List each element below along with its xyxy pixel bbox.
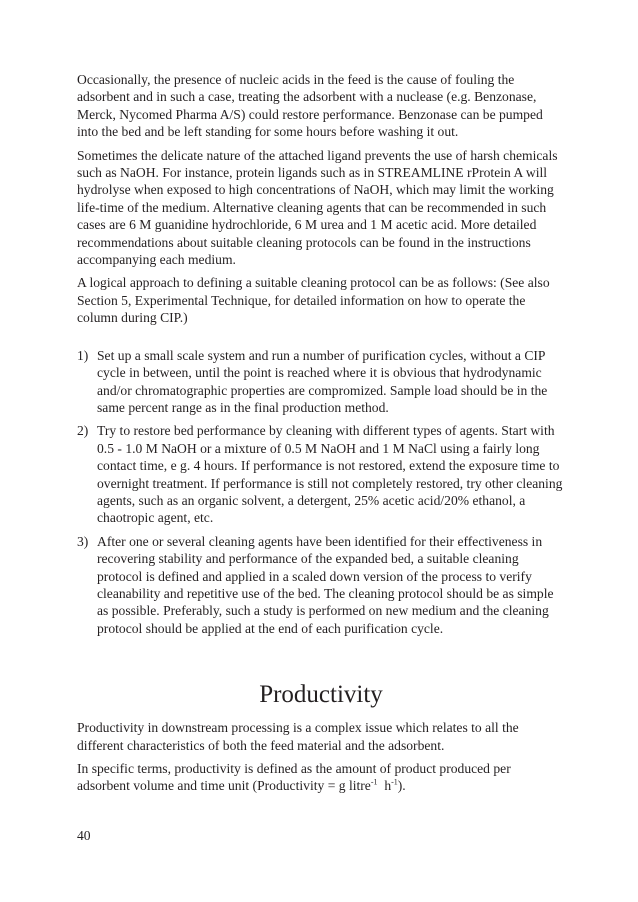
superscript-exponent: -1 bbox=[391, 777, 398, 787]
paragraph-productivity: Productivity in downstream processing is a complex issue which relates to all the different characteristics of both the feed material and the adsorbent. bbox=[77, 720, 519, 753]
list-item-text: Try to restore bed performance by cleaning with different types of agents. Start with 0.5 - 1.0 M NaOH or a mixture of 0.5 M NaOH and 1 M NaCl using a fairly long contact time, e g. 4 hours. If performance is not restored, extend the exposure time to overnight treatment. If performance is still not completely restored, try other cleaning agents, such as an organic solvent, a detergent, 25% acetic acid/20% ethanol, a chaotropic agent, etc. bbox=[97, 423, 563, 526]
paragraph-ligand-cleaning: Sometimes the delicate nature of the attached ligand prevents the use of harsh chemicals such as NaOH. For instance, protein ligands such as in STREAMLINE rProtein A will hydrolyse when exposed to high concentrations of NaOH, which may limit the working life-time of the medium. Alternative cleaning agents that can be recommended in such cases are 6 M guanidine hydrochloride, 6 M urea and 1 M acetic acid. More detailed recommendations about suitable cleaning protocols can be found in the instructions accompanying each medium. bbox=[77, 147, 558, 268]
list-item-text: After one or several cleaning agents have been identified for their effectiveness in recovering stability and performance of the expanded bed, a suitable cleaning protocol is defined and applied in a scaled down version of the process to verify cleanability and repetitive use of the bed. The cleaning protocol should be as simple as possible. Preferably, such a study is performed on new medium and the cleaning protocol should be applied at the end of each purification cycle. bbox=[97, 533, 554, 636]
list-item bbox=[77, 533, 565, 637]
spacer bbox=[77, 333, 565, 347]
paragraph-nucleic-acids: Occasionally, the presence of nucleic acids in the feed is the cause of fouling the adsorbent and in such a case, treating the adsorbent with a nuclease (e.g. Benzonase, Merck, Nycomed Pharma A/S) could restore performance. Benzonase can be pumped into the bed and be left standing for some hours before washing it out. bbox=[77, 72, 543, 140]
list-item-number: 1) bbox=[77, 347, 89, 363]
page-body bbox=[77, 71, 565, 801]
section-title: Productivity bbox=[259, 681, 383, 709]
superscript-exponent: -1 bbox=[370, 777, 378, 787]
list-item-text: Set up a small scale system and run a number of purification cycles, without a CIP cycle in between, until the point is reached where it is obvious that hydrodynamic and/or chromatographic properties are compromized. Sample load should be in the same percent range as in the final production method. bbox=[97, 347, 548, 415]
definition-end: ). bbox=[397, 778, 406, 794]
paragraph-logical-approach: A logical approach to defining a suitable cleaning protocol can be as follows: (See also Section 5, Experimental Technique, for detailed information on how to operate the column during CIP.) bbox=[77, 275, 550, 326]
list-item bbox=[77, 347, 565, 417]
definition-text: In specific terms, productivity is defined as the amount of product produced per adsorbent volume and time unit (Productivity = g litre bbox=[77, 761, 511, 794]
cleaning-protocol-steps bbox=[77, 347, 565, 638]
definition-unit: h bbox=[377, 778, 392, 794]
page-number: 40 bbox=[77, 828, 91, 843]
list-item-number: 2) bbox=[77, 423, 89, 439]
list-item bbox=[77, 422, 565, 526]
list-item-number: 3) bbox=[77, 533, 89, 549]
paragraph-productivity-definition bbox=[77, 760, 565, 795]
